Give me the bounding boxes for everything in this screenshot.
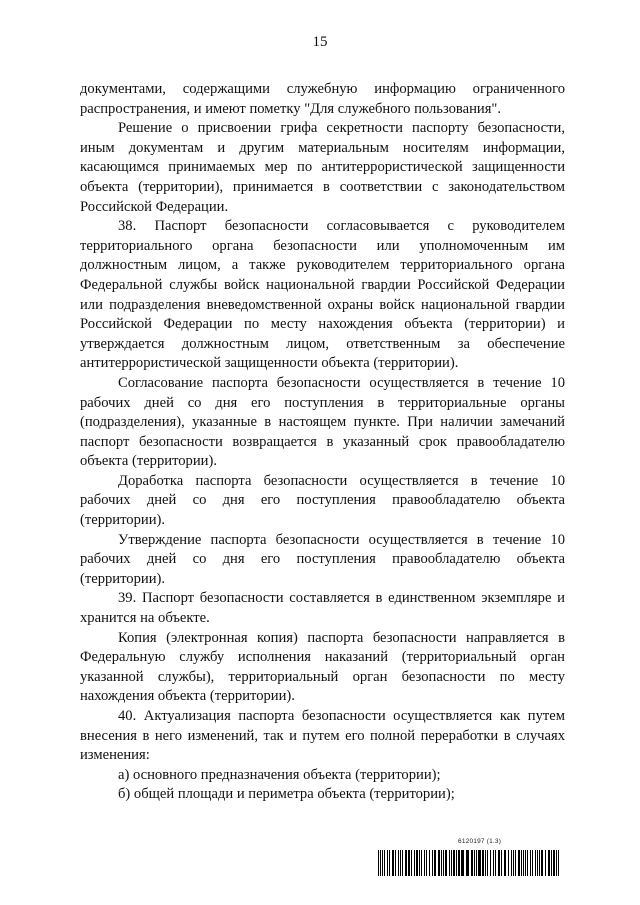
paragraph-38-revision-term: Доработка паспорта безопасности осуществляется в течение 10 рабочих дней со дня его поступления правообладателю объекта (территории).	[80, 472, 565, 529]
list-item-a: а) основного предназначения объекта (территории);	[118, 766, 441, 783]
paragraph-38-approval-term: Утверждение паспорта безопасности осуществляется в течение 10 рабочих дней со дня его поступления правообладателю объекта (территории).	[80, 531, 565, 587]
paragraph-secrecy-decision: Решение о присвоении грифа секретности паспорту безопасности, иным документам и другим материальным носителям информации, касающимся принимаемых мер по антитеррористической защищенности объекта (территории), принимается в соответствии с законодательством Российской Федерации.	[80, 120, 565, 215]
paragraph-39-single-copy: 39. Паспорт безопасности составляется в единственном экземпляре и хранится на объекте.	[80, 590, 565, 627]
document-code: 6120197 (1.3)	[458, 838, 502, 845]
paragraph-39-electronic-copy: Копия (электронная копия) паспорта безопасности направляется в Федеральную службу исполнения наказаний (территориальный орган указанной службы), территориальный орган безопасности по месту нахождения объекта (территории).	[80, 629, 565, 705]
barcode-image	[378, 850, 560, 876]
paragraph-40-actualization: 40. Актуализация паспорта безопасности осуществляется как путем внесения в него изменений, так и путем его полной переработки в случаях изменения:	[80, 708, 565, 764]
paragraph-38-agreement-term: Согласование паспорта безопасности осуществляется в течение 10 рабочих дней со дня его поступления в территориальные органы (подразделения), указанные в настоящем пункте. При наличии замечаний паспорт безопасности возвращается в указанный срок правообладателю объекта (территории).	[80, 374, 565, 470]
document-body	[80, 80, 565, 805]
paragraph-continuation: документами, содержащими служебную информацию ограниченного распространения, и имеют пометку "Для служебного пользования".	[80, 81, 565, 117]
list-item-b: б) общей площади и периметра объекта (территории);	[118, 786, 455, 803]
paragraph-38-approval: 38. Паспорт безопасности согласовывается с руководителем территориального органа безопасности или уполномоченным им должностным лицом, а также руководителем территориального органа Федеральной службы войск национальной гвардии Российской Федерации или подразделения вневедомственной охраны войск национальной гвардии Российской Федерации по месту нахождения объекта (территории) и утверждается должностным лицом, ответственным за обеспечение антитеррористической защищенности объекта (территории).	[80, 218, 565, 372]
page-number: 15	[312, 34, 328, 50]
